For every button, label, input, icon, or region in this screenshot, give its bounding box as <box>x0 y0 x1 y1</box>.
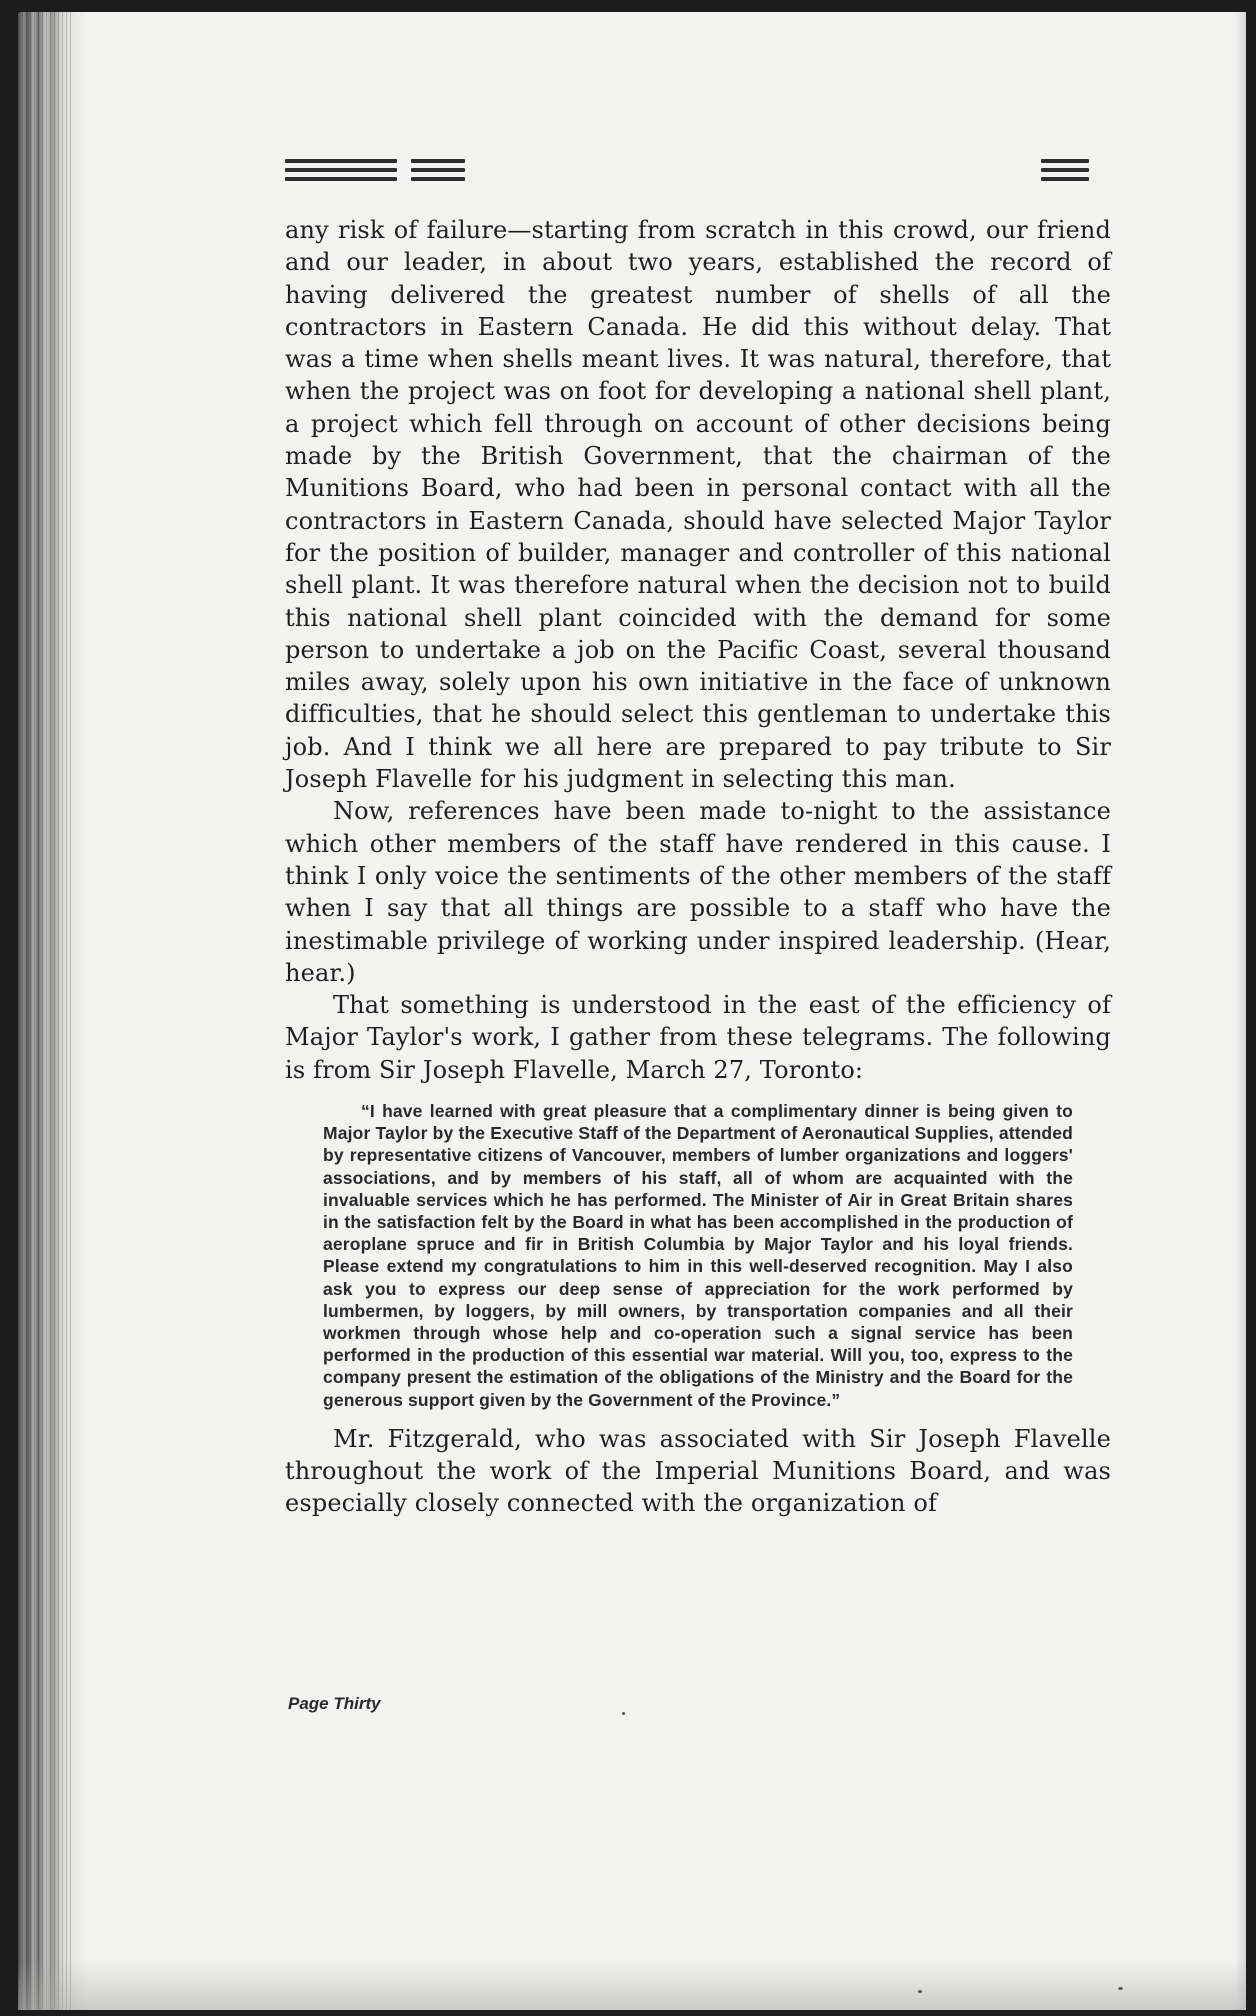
page-bottom-edge <box>18 1960 1246 2010</box>
scan-speck <box>1118 1987 1123 1990</box>
telegram-quote: “I have learned with great pleasure that a complimentary dinner is being given to Major Taylor by the Executive Staff of the Department of Aeronautical Supplies, attended by representative citizens of Vancouver, members of lumber organizations and loggers' associations, and by members of his staff, all of whom are acquainted with the invaluable services which he has performed. The Minister of Air in Great Britain shares in the satisfaction felt by the Board in what has been accomplished in the production of aeroplane spruce and fir in British Columbia by Major Taylor and his loyal friends. Please extend my congratulations to him in this well-deserved recognition. May I also ask you to express our deep sense of appreciation for the work performed by lumbermen, by loggers, by mill owners, by transportation companies and all their workmen through whose help and co-operation such a signal service has been performed in the production of this essential war material. Will you, too, express to the company present the estimation of the obligations of the Ministry and the Board for the generous support given by the Government of the Province.” <box>323 1101 1073 1410</box>
page-number: Page Thirty <box>288 1694 381 1713</box>
scan-speck <box>918 1990 922 1993</box>
body-text <box>285 214 1111 1520</box>
scan-speck <box>622 1712 625 1715</box>
paragraph-fitzgerald: Mr. Fitzgerald, who was associated with Sir Joseph Flavelle throughout the work of the Imperial Munitions Board, and was especially closely connected with the organization of <box>285 1424 1111 1518</box>
paragraph-staff: Now, references have been made to-night to the assistance which other members of the staff have rendered in this cause. I think I only voice the sentiments of the other members of the staff when I say that all things are possible to a staff who have the inestimable privilege of working under inspired leadership. (Hear, hear.) <box>285 797 1111 987</box>
paragraph-telegrams: That something is understood in the east of the efficiency of Major Taylor's work, I gather from these telegrams. The following is from Sir Joseph Flavelle, March 27, Toronto: <box>285 991 1111 1084</box>
paragraph-continuation: any risk of failure—starting from scratch in this crowd, our friend and our leader, in about two years, established the record of having delivered the greatest number of shells of all the contractors in Eastern Canada. He did this without delay. That was a time when shells meant lives. It was natural, therefore, that when the project was on foot for developing a national shell plant, a project which fell through on account of other decisions being made by the British Government, that the chairman of the Munitions Board, who had been in personal contact with all the contractors in Eastern Canada, should have selected Major Taylor for the position of builder, manager and controller of this national shell plant. It was therefore natural when the decision not to build this national shell plant coincided with the demand for some person to undertake a job on the Pacific Coast, several thousand miles away, solely upon his own initiative in the face of unknown difficulties, that he should select this gentleman to undertake this job. And I think we all here are prepared to pay tribute to Sir Joseph Flavelle for his judgment in selecting this man. <box>285 216 1111 794</box>
book-page <box>18 12 1246 2010</box>
page-right-edge <box>1234 12 1246 2010</box>
page-edges <box>18 12 74 2010</box>
